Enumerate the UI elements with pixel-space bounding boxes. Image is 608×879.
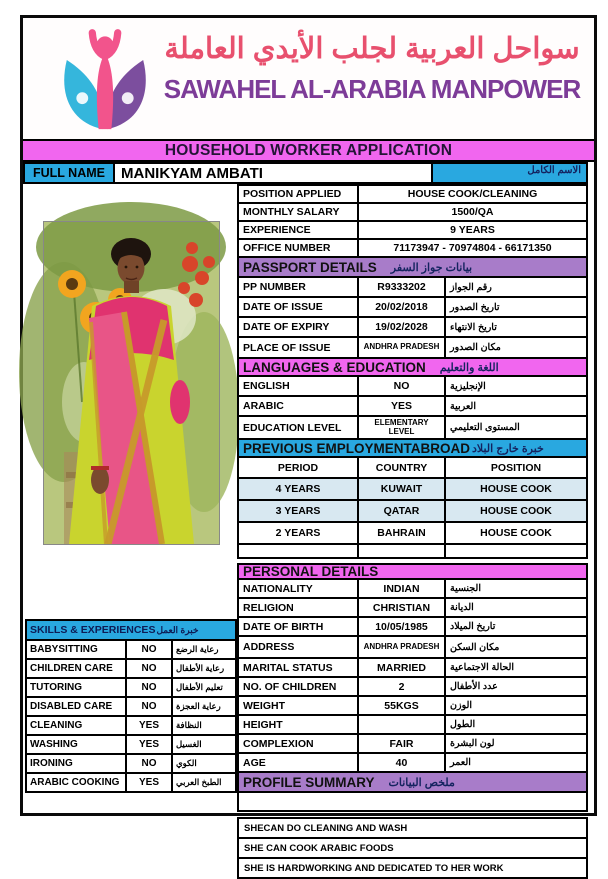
- section-title-arabic: خبرة العمل: [156, 624, 199, 635]
- table-row: [239, 521, 586, 543]
- table-row: [27, 734, 235, 753]
- section-title: LANGUAGES & EDUCATION: [243, 359, 426, 375]
- field-label: DATE OF ISSUE: [243, 301, 323, 313]
- table-row: [239, 296, 586, 316]
- profile-section-header: [237, 771, 588, 793]
- field-value: CHRISTIAN: [357, 599, 444, 616]
- full-name-value: MANIKYAM AMBATI: [113, 162, 433, 184]
- section-title: PROFILE SUMMARY: [243, 774, 375, 790]
- column-header: COUNTRY: [357, 458, 444, 477]
- field-label-arabic: تاريخ الميلاد: [444, 618, 586, 635]
- field-value: 71173947 - 70974804 - 66171350: [357, 240, 586, 256]
- table-row: [239, 597, 586, 616]
- table-row: [239, 395, 586, 415]
- applicant-photo: [44, 222, 219, 544]
- section-title: SKILLS & EXPERIENCES: [30, 624, 156, 636]
- field-value: 40: [357, 754, 444, 771]
- field-label: RELIGION: [243, 601, 294, 614]
- field-label: MONTHLY SALARY: [243, 206, 340, 218]
- full-name-label-arabic: الاسم الكامل: [431, 162, 588, 184]
- passport-section-header: [237, 256, 588, 278]
- employment-period: 2 YEARS: [275, 527, 321, 539]
- section-title-arabic: بيانات جواز السفر: [390, 261, 473, 274]
- employment-header-row: [239, 458, 586, 477]
- employment-country: QATAR: [357, 501, 444, 521]
- field-label-arabic: الديانة: [444, 599, 586, 616]
- table-row: [239, 202, 586, 220]
- profile-empty-row: [237, 791, 588, 812]
- field-label: EXPERIENCE: [243, 224, 311, 236]
- agency-title-english: SAWAHEL AL-ARABIA MANPOWER: [163, 74, 581, 105]
- field-label-arabic: رقم الجواز: [444, 278, 586, 296]
- table-row: [239, 220, 586, 238]
- skills-table: [25, 639, 237, 793]
- field-value: YES: [357, 397, 444, 415]
- field-label: NATIONALITY: [243, 582, 313, 595]
- skill-label: CHILDREN CARE: [30, 663, 113, 674]
- agency-logo-icon: [55, 24, 155, 136]
- field-value: 19/02/2028: [357, 318, 444, 336]
- skill-label-arabic: الغسيل: [171, 736, 235, 753]
- skill-label: IRONING: [30, 758, 73, 769]
- table-row: [239, 186, 586, 202]
- skills-section: [25, 619, 237, 793]
- field-label-arabic: العمر: [444, 754, 586, 771]
- employment-section-header: [237, 438, 588, 458]
- section-title-arabic: ملخص البيانات: [388, 776, 455, 789]
- skill-value: NO: [125, 755, 171, 772]
- field-value: 10/05/1985: [357, 618, 444, 635]
- field-value: R9333202: [357, 278, 444, 296]
- employment-country: BAHRAIN: [357, 523, 444, 543]
- field-label-arabic: العربية: [444, 397, 586, 415]
- field-label-arabic: مكان السكن: [444, 637, 586, 657]
- section-title: PERSONAL DETAILS: [243, 564, 379, 579]
- agency-title-arabic: سواحل العربية لجلب الأيدي العاملة: [164, 33, 580, 65]
- table-row: [239, 752, 586, 771]
- field-label-arabic: الجنسية: [444, 580, 586, 597]
- table-row: [239, 415, 586, 438]
- field-label: ENGLISH: [243, 380, 290, 392]
- table-row: [239, 238, 586, 256]
- field-value: [357, 716, 444, 733]
- employment-position: HOUSE COOK: [444, 501, 586, 521]
- table-row: [27, 658, 235, 677]
- skill-label: ARABIC COOKING: [30, 777, 120, 788]
- table-row: [239, 676, 586, 695]
- languages-section-header: [237, 357, 588, 377]
- personal-table: [237, 578, 588, 773]
- field-label-arabic: تاريخ الصدور: [444, 298, 586, 316]
- field-value: NO: [357, 377, 444, 395]
- column-header: PERIOD: [277, 461, 319, 474]
- skill-value: YES: [125, 717, 171, 734]
- field-label: COMPLEXION: [243, 737, 314, 750]
- skill-label: CLEANING: [30, 720, 83, 731]
- table-row: [27, 641, 235, 658]
- skill-value: YES: [125, 736, 171, 753]
- skill-label-arabic: رعاية الرضع: [171, 641, 235, 658]
- table-row: [239, 580, 586, 597]
- skill-label: BABYSITTING: [30, 644, 98, 655]
- skill-value: YES: [125, 774, 171, 791]
- employment-country: KUWAIT: [357, 479, 444, 499]
- field-value: ELEMENTARY LEVEL: [374, 417, 429, 436]
- field-label-arabic: تاريخ الانتهاء: [444, 318, 586, 336]
- skill-label: DISABLED CARE: [30, 701, 113, 712]
- full-name-label: FULL NAME: [23, 162, 115, 184]
- skill-value: NO: [125, 698, 171, 715]
- field-label: DATE OF EXPIRY: [243, 321, 330, 333]
- skill-label-arabic: الطبخ العربي: [171, 774, 235, 791]
- skill-value: NO: [125, 679, 171, 696]
- field-label: PLACE OF ISSUE: [243, 341, 331, 354]
- skill-label-arabic: تعليم الأطفال: [171, 679, 235, 696]
- profile-summary-line: SHE IS HARDWORKING AND DEDICATED TO HER WORK: [239, 857, 586, 877]
- profile-summary-line: SHECAN DO CLEANING AND WASH: [244, 822, 408, 834]
- employment-position: HOUSE COOK: [444, 479, 586, 499]
- field-label: NO. OF CHILDREN: [243, 680, 337, 693]
- form-title-banner: HOUSEHOLD WORKER APPLICATION: [23, 139, 594, 162]
- field-label-arabic: الوزن: [444, 697, 586, 714]
- table-row: [239, 635, 586, 657]
- profile-summary-line: SHE CAN COOK ARABIC FOODS: [239, 837, 586, 857]
- field-value: FAIR: [357, 735, 444, 752]
- employment-table: [237, 456, 588, 559]
- profile-summary-table: [237, 817, 588, 879]
- form-body: [23, 184, 594, 874]
- employment-period: 3 YEARS: [275, 505, 321, 517]
- field-label: HEIGHT: [243, 718, 283, 731]
- table-row: [239, 336, 586, 357]
- field-label-arabic: الطول: [444, 716, 586, 733]
- employment-position: HOUSE COOK: [444, 523, 586, 543]
- table-row: [27, 753, 235, 772]
- field-label: EDUCATION LEVEL: [243, 421, 342, 434]
- table-row: [27, 696, 235, 715]
- field-value: MARRIED: [357, 659, 444, 676]
- field-label-arabic: الإنجليزية: [444, 377, 586, 395]
- full-name-row: [23, 162, 588, 184]
- table-row: [239, 733, 586, 752]
- field-value: 2: [357, 678, 444, 695]
- table-row: [239, 499, 586, 521]
- languages-table: [237, 375, 588, 440]
- table-row: [239, 477, 586, 499]
- field-label: ADDRESS: [243, 641, 295, 653]
- table-row: [239, 695, 586, 714]
- field-value: ANDHRA PRADESH: [363, 641, 440, 651]
- field-label: MARITAL STATUS: [243, 661, 333, 674]
- field-label: POSITION APPLIED: [243, 188, 342, 200]
- skill-value: NO: [125, 660, 171, 677]
- column-header: POSITION: [444, 458, 586, 477]
- form-header: [23, 18, 594, 139]
- empty-row: [239, 543, 586, 557]
- field-label-arabic: مكان الصدور: [444, 338, 586, 357]
- field-value: 55KGS: [357, 697, 444, 714]
- application-table: [237, 184, 588, 258]
- skill-label-arabic: رعاية العجزة: [171, 698, 235, 715]
- form-sheet: [20, 15, 597, 874]
- field-value: ANDHRA PRADESH: [363, 342, 440, 352]
- field-value: 9 YEARS: [357, 222, 586, 238]
- skills-section-header: [25, 619, 237, 641]
- passport-table: [237, 276, 588, 359]
- table-row: [239, 278, 586, 296]
- field-label-arabic: المستوى التعليمي: [444, 417, 586, 438]
- field-label: DATE OF BIRTH: [243, 620, 324, 633]
- section-title: PREVIOUS EMPLOYMENTABROAD: [243, 440, 471, 456]
- table-row: [27, 677, 235, 696]
- field-value: INDIAN: [357, 580, 444, 597]
- field-label: AGE: [243, 756, 266, 769]
- field-label: PP NUMBER: [243, 281, 306, 293]
- field-value: 20/02/2018: [357, 298, 444, 316]
- skill-label: WASHING: [30, 739, 78, 750]
- section-title-arabic: خبرة خارج البلاد: [472, 442, 544, 455]
- table-row: [27, 715, 235, 734]
- skill-label-arabic: النظافة: [171, 717, 235, 734]
- field-label-arabic: الحالة الاجتماعية: [444, 659, 586, 676]
- details-column: [237, 184, 588, 879]
- field-label: ARABIC: [243, 400, 284, 412]
- field-label: OFFICE NUMBER: [243, 242, 331, 254]
- table-row: [239, 377, 586, 395]
- employment-period: 4 YEARS: [275, 483, 321, 495]
- skill-label-arabic: رعاية الأطفال: [171, 660, 235, 677]
- skill-value: NO: [125, 641, 171, 658]
- field-label: WEIGHT: [243, 699, 285, 712]
- field-value: 1500/QA: [357, 204, 586, 220]
- skill-label-arabic: الكوي: [171, 755, 235, 772]
- table-row: [239, 657, 586, 676]
- table-row: [239, 616, 586, 635]
- section-title: PASSPORT DETAILS: [243, 259, 377, 275]
- skill-label: TUTORING: [30, 682, 83, 693]
- agency-titles: [158, 26, 586, 105]
- field-label-arabic: لون البشرة: [444, 735, 586, 752]
- table-row: [239, 316, 586, 336]
- field-value: HOUSE COOK/CLEANING: [357, 186, 586, 202]
- field-label-arabic: عدد الأطفال: [444, 678, 586, 695]
- section-title-arabic: اللغة والتعليم: [439, 361, 499, 374]
- table-row: [27, 772, 235, 791]
- table-row: [239, 714, 586, 733]
